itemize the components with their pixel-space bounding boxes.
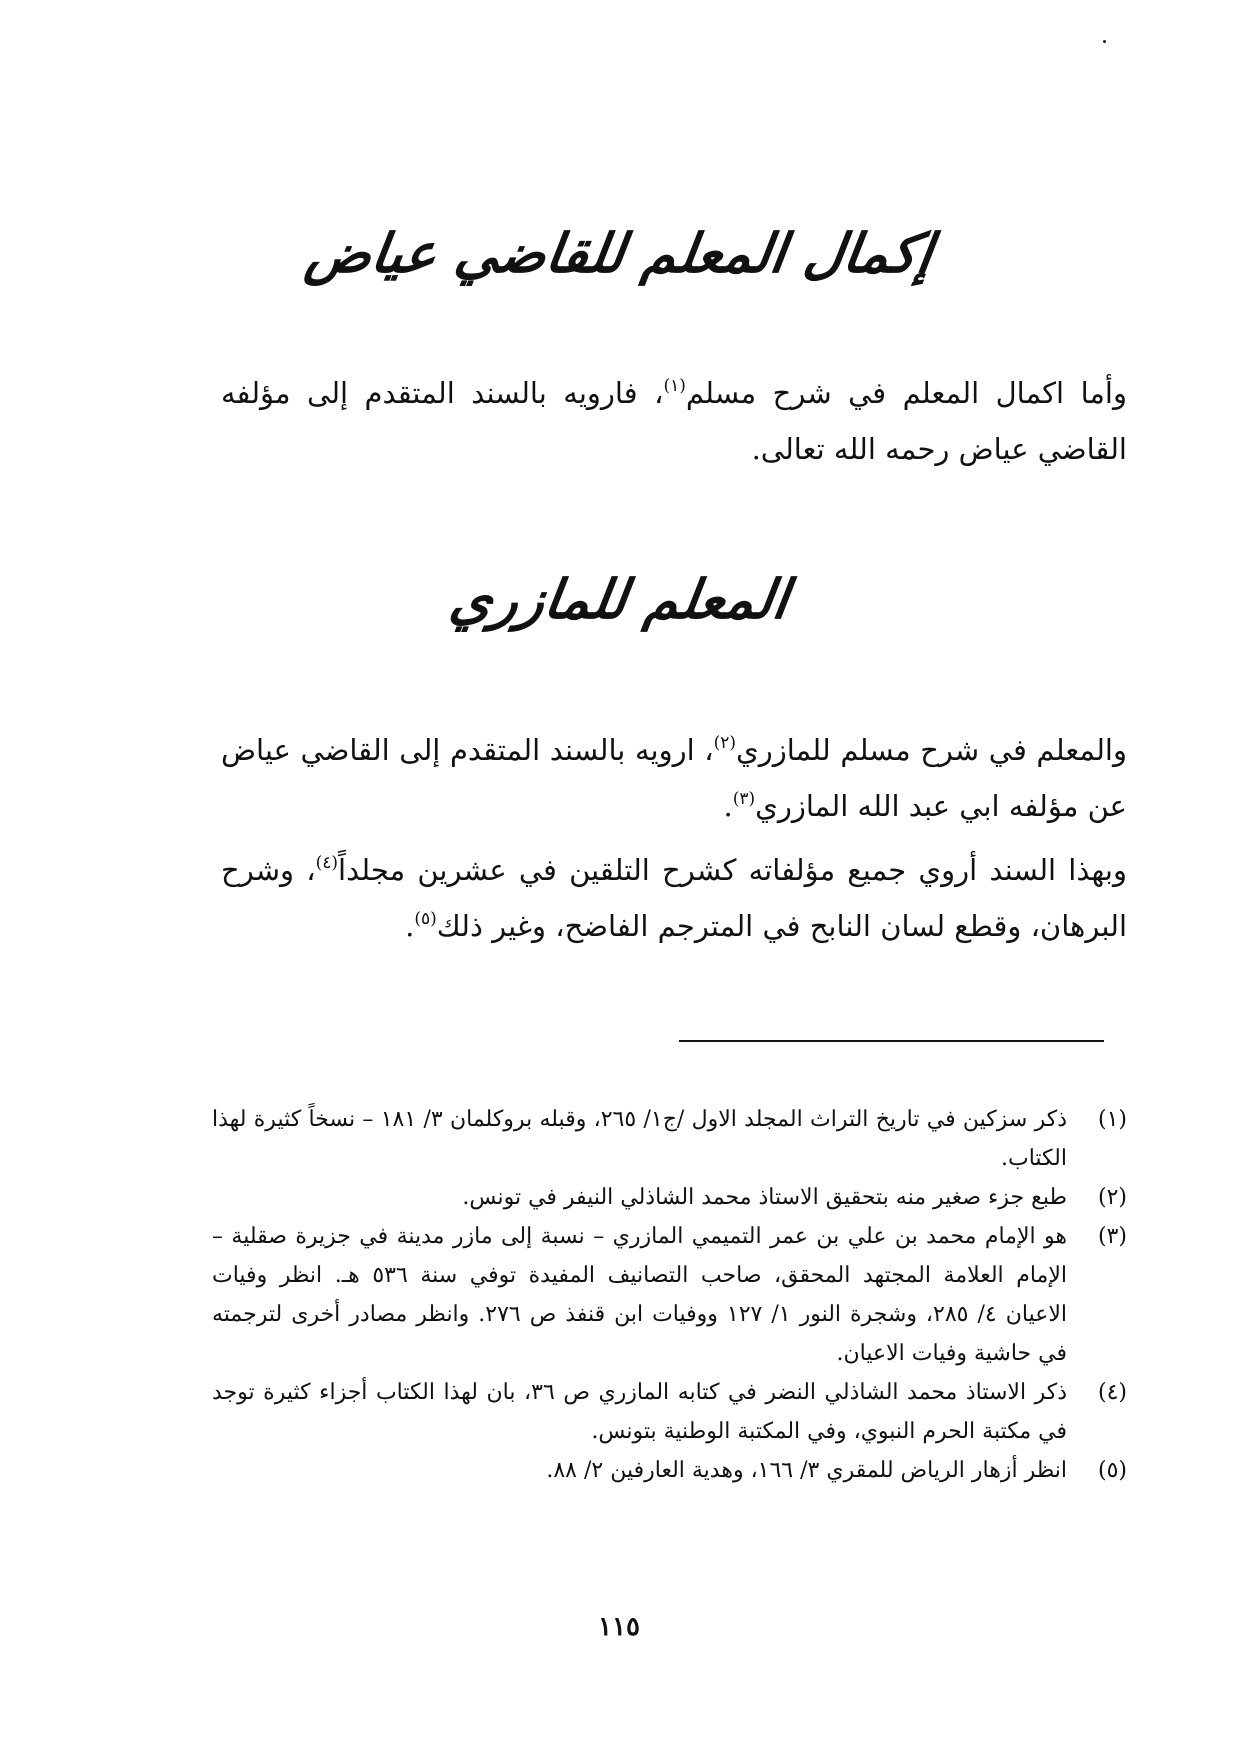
footnote-ref-2[interactable]: (٢) [714,733,737,753]
footnote-text: طبع جزء صغير منه بتحقيق الاستاذ محمد الشاذلي النيفر في تونس. [463,1185,1068,1210]
footnotes-list [213,1100,1128,1490]
paragraph-text: ، وشرح البرهان، وقطع لسان النابح في المترجم الفاضح، وغير ذلك [222,853,1128,943]
footnote-3 [213,1217,1128,1373]
paragraph-text: . [724,789,734,823]
footnote-separator [680,1040,1105,1042]
paragraph-muallim [222,722,1128,834]
footnote-1 [213,1100,1128,1178]
footnote-ref-5[interactable]: (٥) [415,909,438,929]
footnote-number: (٣) [1098,1224,1128,1249]
paragraph-text: وأما اكمال المعلم في شرح مسلم [686,376,1128,410]
paragraph-text: ، فارويه بالسند المتقدم إلى مؤلفه القاضي عياض رحمه الله تعالى. [222,376,1128,466]
footnote-number: (٤) [1098,1380,1128,1405]
footnote-2 [213,1178,1128,1217]
footnote-4 [213,1373,1128,1451]
footnote-number: (١) [1098,1107,1128,1132]
footnote-ref-4[interactable]: (٤) [316,853,340,873]
footnote-5 [213,1451,1128,1490]
footnote-text: انظر أزهار الرياض للمقري ٣/ ١٦٦، وهدية العارفين ٢/ ٨٨. [547,1458,1068,1483]
paragraph-works [222,842,1128,954]
scan-speck [1104,40,1107,43]
paragraph-text: . [406,909,416,943]
footnote-number: (٥) [1098,1458,1128,1483]
footnote-ref-1[interactable]: (١) [664,376,687,396]
heading-ikmal-al-muallim: إكمال المعلم للقاضي عياض [302,222,938,285]
footnote-ref-3[interactable]: (٣) [733,789,757,809]
page-number: ١١٥ [599,1612,641,1642]
paragraph-text: وبهذا السند أروي جميع مؤلفاته كشرح التلقين في عشرين مجلداً [339,853,1129,887]
paragraph-text: ، ارويه بالسند المتقدم إلى القاضي عياض عن مؤلفه ابي عبد الله المازري [222,733,1128,823]
paragraph-ikmal [222,365,1128,477]
footnote-text: ذكر الاستاذ محمد الشاذلي النضر في كتابه المازري ص ٣٦، بان لهذا الكتاب أجزاء كثيرة توجد في مكتبة الحرم النبوي، وفي المكتبة الوطنية بتونس. [213,1380,1068,1444]
footnote-text: هو الإمام محمد بن علي بن عمر التميمي المازري – نسبة إلى مازر مدينة في جزيرة صقلية – الإمام العلامة المجتهد المحقق، صاحب التصانيف المفيدة توفي سنة ٥٣٦ هـ. انظر وفيات الاعيان ٤/ ٢٨٥، وشجرة النور ١/ ١٢٧ ووفيات ابن قنفذ ص ٢٧٦. وانظر مصادر أخرى لترجمته في حاشية وفيات الاعيان. [213,1224,1068,1366]
paragraph-text: والمعلم في شرح مسلم للمازري [737,733,1128,767]
footnote-text: ذكر سزكين في تاريخ التراث المجلد الاول /ج١/ ٢٦٥، وقبله بروكلمان ٣/ ١٨١ – نسخاً كثيرة لهذا الكتاب. [213,1107,1069,1171]
footnote-number: (٢) [1098,1185,1128,1210]
heading-al-muallim-lil-mazari: المعلم للمازري [446,568,794,631]
